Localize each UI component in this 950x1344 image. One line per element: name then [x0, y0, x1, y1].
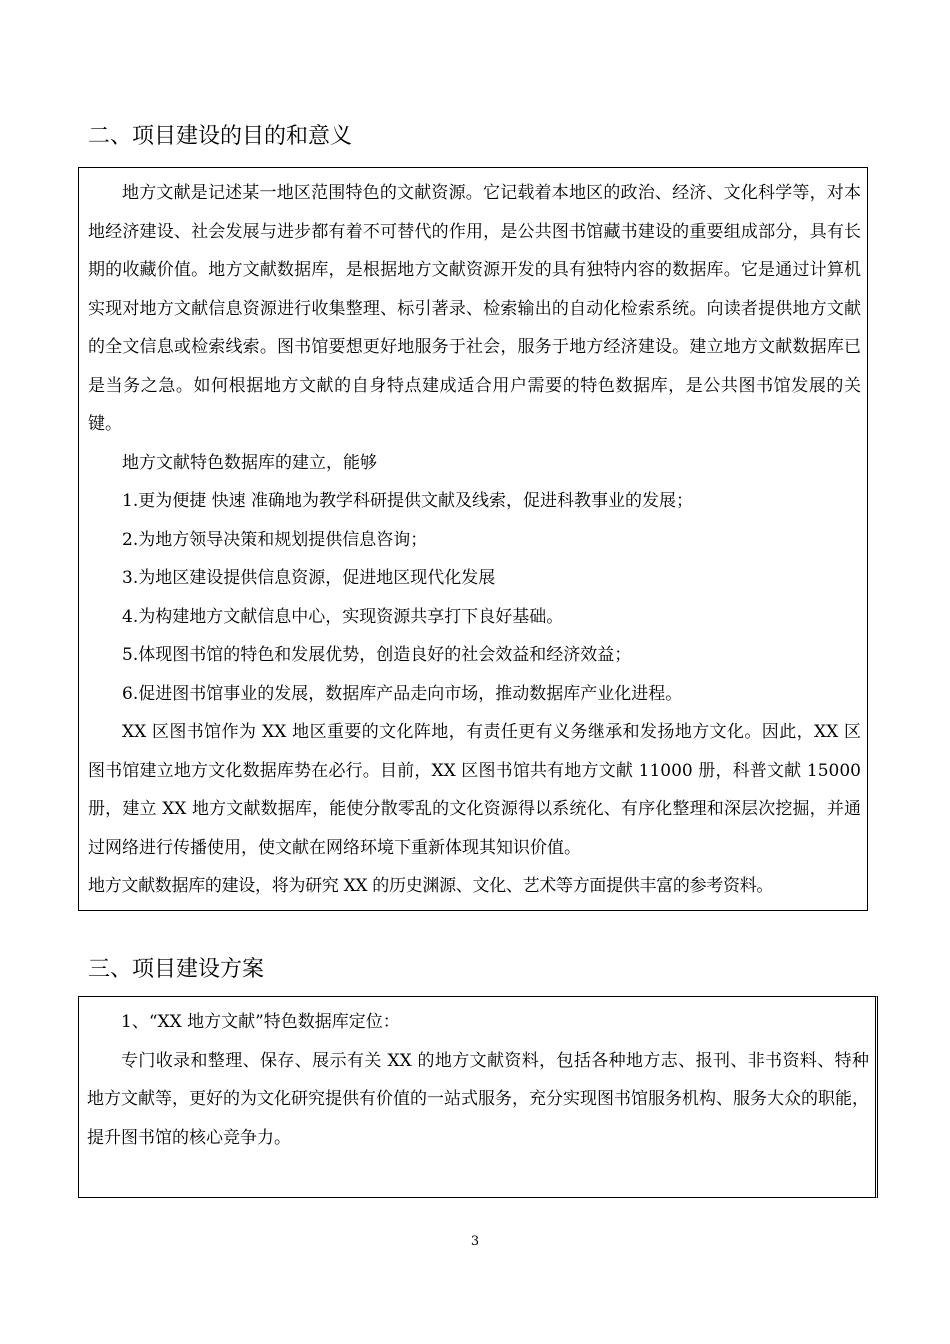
plan-subheading: 1、“XX 地方文献”特色数据库定位：: [121, 1012, 400, 1032]
list-item-5: 5.体现图书馆的特色和发展优势，创造良好的社会效益和经济效益；: [122, 645, 632, 665]
plan-content-box: [78, 996, 878, 1198]
page-number: 3: [470, 1234, 480, 1249]
list-item-2: 2.为地方领导决策和规划提供信息咨询；: [122, 529, 428, 550]
section-heading-purpose: 二、项目建设的目的和意义: [88, 124, 353, 149]
paragraph-intro: 地方文献是记述某一地区范围特色的文献资源。它记载着本地区的政治、经济、文化科学等，对本地经济建设、社会发展与进步都有着不可替代的作用，是公共图书馆藏书建设的重要组成部分，具有长期的收藏价值。地方文献数据库，是根据地方文献资源开发的具有独特内容的数据库。它是通过计算机实现对地方文献信息资源进行收集整理、标引著录、检索输出的自动化检索系统。向读者提供地方文献的全文信息或检索线索。图书馆要想更好地服务于社会，服务于地方经济建设。建立地方文献数据库已是当务之急。如何根据地方文献的自身特点建成适合用户需要的特色数据库，是公共图书馆发展的关键。: [88, 183, 861, 434]
list-item-4: 4.为构建地方文献信息中心，实现资源共享打下良好基础。: [122, 606, 564, 627]
list-item-3: 3.为地区建设提供信息资源，促进地区现代化发展: [122, 568, 496, 588]
list-item-6: 6.促进图书馆事业的发展，数据库产品走向市场，推动数据库产业化进程。: [122, 683, 683, 704]
paragraph-library-status: XX 区图书馆作为 XX 地区重要的文化阵地，有责任更有义务继承和发扬地方文化。因此，XX 区图书馆建立地方文化数据库势在必行。目前，XX 区图书馆共有地方文献 11000 册，科普文献 15000 册，建立 XX 地方文献数据库，能使分散零乱的文化资源得以系统化、有序化整理和深层次挖掘，并通过网络进行传播使用，使文献在网络环境下重新体现其知识价值。: [88, 722, 861, 858]
purpose-content-box: [78, 167, 868, 911]
list-item-1: 1.更为便捷 快速 准确地为教学科研提供文献及线索，促进科教事业的发展；: [122, 491, 694, 511]
plan-paragraph: 专门收录和整理、保存、展示有关 XX 的地方文献资料，包括各种地方志、报刊、非书资料、特种地方文献等，更好的为文化研究提供有价值的一站式服务，充分实现图书馆服务机构、服务大众的职能，提升图书馆的核心竞争力。: [87, 1050, 869, 1148]
section-heading-plan: 三、项目建设方案: [88, 957, 265, 982]
paragraph-conclusion: 地方文献数据库的建设，将为研究 XX 的历史渊源、文化、艺术等方面提供丰富的参考资料。: [88, 876, 774, 896]
paragraph-list-lead: 地方文献特色数据库的建立，能够: [122, 452, 377, 473]
